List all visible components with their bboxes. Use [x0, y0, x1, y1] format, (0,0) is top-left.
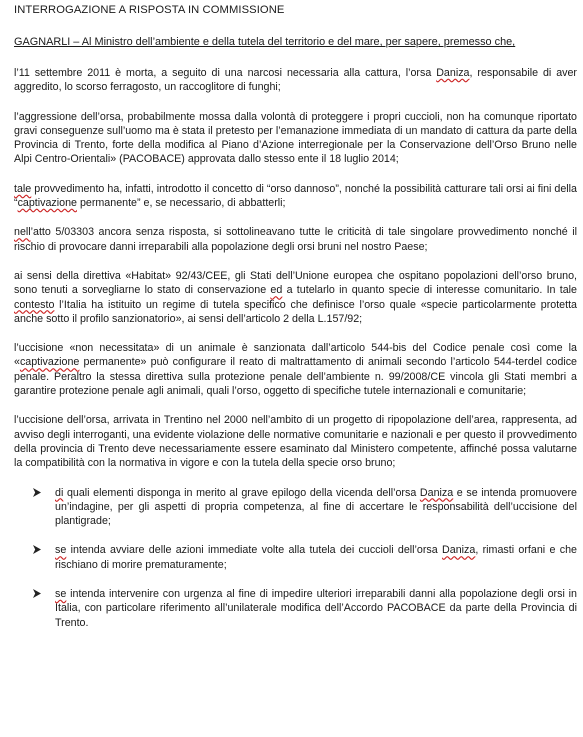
spellcheck-word: nell: [14, 226, 31, 239]
spellcheck-word: captivazione: [19, 356, 80, 369]
paragraph-penal: l’uccisione «non necessitata» di un animale è sanzionata dall’articolo 544-bis del Codice penale così come la «captivazione permanente» può configurare il reato di maltrattamento di animali secondo l’articolo 544-terdel codice penale. Peraltro la stessa direttiva sulla protezione penale dell’ambiente n. 99/2008/CE vincola gli Stati membri a garantire protezione penale agli animali, quali l’orso, oggetto di specifiche tutele internazionali e comunitarie;: [14, 342, 577, 398]
paragraph-aggression: l’aggressione dell’orsa, probabilmente mossa dalla volontà di proteggere i propri cuccioli, non ha comunque riportato gravi conseguenze sull’uomo ma è stata il pretesto per l’emanazione immediata di un mandato di cattura da parte della Provincia di Trento, forte della modifica al Piano d’Azione interregionale per la Conservazione dell’Orso Bruno nelle Alpi Centro-Orientali» (PACOBACE) approvata dallo stesso ente il 18 luglio 2014;: [14, 110, 577, 166]
arrow-bullet-icon: [32, 588, 42, 599]
spellcheck-word: captivazione: [17, 197, 77, 210]
spellcheck-word: ed: [270, 284, 283, 297]
spellcheck-word: se: [55, 544, 67, 557]
spellcheck-word: di: [55, 486, 64, 499]
spellcheck-word: Daniza: [436, 67, 470, 79]
list-item: se intenda avviare delle azioni immediate volte alla tutela dei cuccioli dell’orsa Daniza, rimasti orfani e che rischiano di morire prematuramente;: [14, 543, 577, 572]
paragraph-provision: tale provvedimento ha, infatti, introdotto il concetto di “orso dannoso”, nonché la possibilità catturare tali orsi ai fini della “captivazione permanente” e, se necessario, di abbatterli;: [14, 182, 577, 210]
spellcheck-word: Daniza: [442, 544, 476, 557]
paragraph-killing: l’uccisione dell’orsa, arrivata in Trentino nel 2000 nell’ambito di un progetto di ripopolazione dell’area, rappresenta, ad avviso degli interroganti, una evidente violazione delle normative comunitarie e nazionali e per questo il provvedimento della provincia di Trento deve necessariamente essere esaminato dal Ministero competente, affinché possa valutarne la compatibilità con la normativa in vigore e con la tutela della specie orso bruno;: [14, 414, 577, 470]
question-list: [14, 486, 577, 630]
spellcheck-word: Daniza: [419, 486, 454, 499]
spellcheck-word: tale: [14, 182, 32, 195]
document-title: INTERROGAZIONE A RISPOSTA IN COMMISSIONE: [14, 4, 285, 16]
intro-line: GAGNARLI – Al Ministro dell’ambiente e della tutela del territorio e del mare, per sapere, premesso che,: [14, 36, 516, 48]
arrow-bullet-icon: [32, 544, 42, 555]
paragraph-habitat: ai sensi della direttiva «Habitat» 92/43/CEE, gli Stati dell’Unione europea che ospitano popolazioni dell’orso bruno, sono tenuti a sorvegliarne lo stato di conservazione ed a tutelarlo in quanto specie di interesse comunitario. In tale contesto l’Italia ha istituito un regime di tutela specifico che definisce l’orso quale «specie particolarmente protetta anche sotto il profilo sanzionatorio», ai sensi dell’articolo 2 della L.157/92;: [14, 269, 577, 325]
paragraph-death: l’11 settembre 2011 è morta, a seguito di una narcosi necessaria alla cattura, l’orsa Daniza, responsabile di aver aggredito, lo scorso ferragosto, un raccoglitore di funghi;: [14, 67, 577, 94]
arrow-bullet-icon: [32, 487, 42, 498]
paragraph-act: nell’atto 5/03303 ancora senza risposta, si sottolineavano tutte le criticità di tale singolare provvedimento nonché il rischio di provocare danni irreparabili alla popolazione degli orsi bruni nel nostro Paese;: [14, 226, 577, 253]
spellcheck-word: contesto: [14, 298, 55, 311]
list-item: se intenda intervenire con urgenza al fine di impedire ulteriori irreparabili danni alla popolazione degli orsi in Italia, con particolare riferimento all’unilaterale modifica dell’Accordo PACOBACE da parte della Provincia di Trento.: [14, 587, 577, 630]
spellcheck-word: se: [55, 588, 67, 601]
list-item: di quali elementi disponga in merito al grave epilogo della vicenda dell’orsa Daniza e se intenda promuovere un’indagine, per gli aspetti di propria competenza, al fine di accertare le responsabilità dell’uccisione del plantigrade;: [14, 486, 577, 529]
